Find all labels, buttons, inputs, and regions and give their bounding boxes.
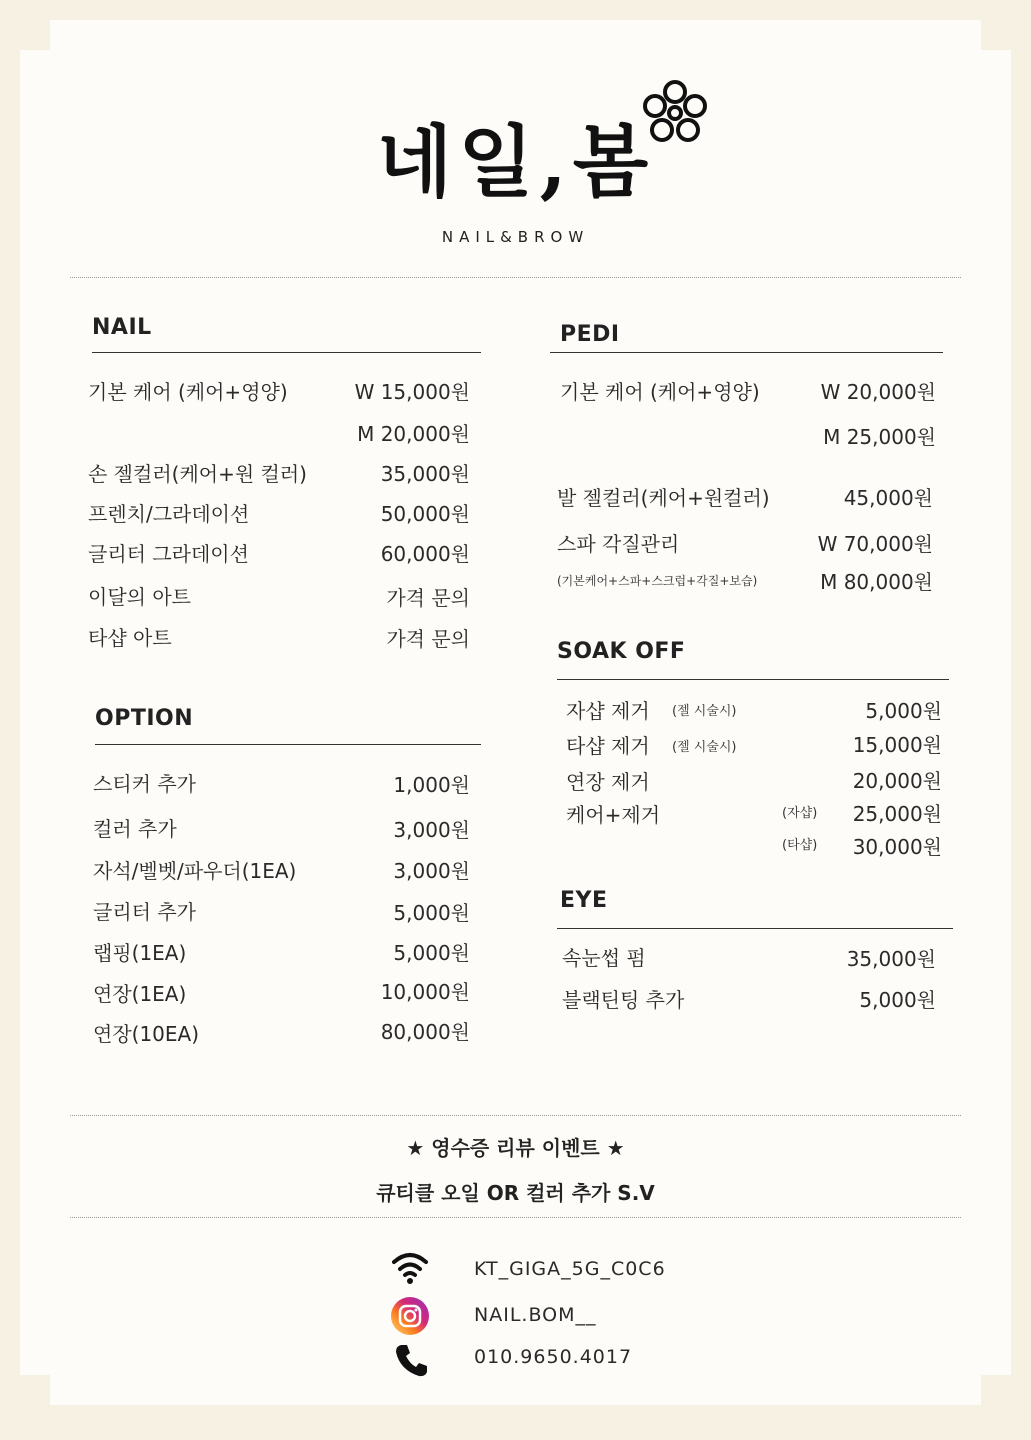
option-section-rule — [95, 744, 481, 745]
soak-off-item-price: 25,000원 — [852, 802, 942, 826]
wifi-icon — [390, 1248, 430, 1288]
option-item-price: 5,000원 — [393, 901, 470, 925]
soak-off-item-price: 5,000원 — [865, 699, 942, 723]
option-item-name: 연장(1EA) — [93, 982, 187, 1006]
soak-off-item-price: 30,000원 — [852, 835, 942, 859]
pedi-item-price: 45,000원 — [843, 486, 933, 510]
nail-item-name: 이달의 아트 — [88, 585, 191, 609]
option-section-title: OPTION — [95, 706, 194, 731]
logo-title: 네일,봄 — [376, 117, 655, 208]
option-item-price: 80,000원 — [380, 1020, 470, 1044]
option-item-price: 1,000원 — [393, 773, 470, 797]
nail-item-name: 글리터 그라데이션 — [88, 542, 249, 566]
pedi-section-title: PEDI — [560, 322, 620, 347]
nail-item-name: 타샵 아트 — [88, 626, 172, 650]
logo-subtitle: NAIL&BROW — [441, 228, 590, 246]
eye-item-price: 5,000원 — [859, 988, 936, 1012]
pedi-item-name: 스파 각질관리 — [557, 532, 680, 556]
eye-item-price: 35,000원 — [846, 947, 936, 971]
soak-off-item-note: (타샵) — [782, 838, 818, 853]
nail-item-price: 가격 문의 — [386, 586, 470, 610]
soak-off-section-title: SOAK OFF — [557, 639, 686, 664]
soak-off-item-note: (젤 시술시) — [672, 740, 737, 755]
option-item-name: 컬러 추가 — [93, 817, 177, 841]
soak-off-item-name: 케어+제거 — [566, 803, 661, 827]
option-item-name: 자석/벨벳/파우더(1EA) — [93, 859, 297, 883]
nail-item-price: W 15,000원 — [354, 380, 470, 404]
soak-off-item-note: (자샵) — [782, 806, 818, 821]
nail-section-title: NAIL — [92, 315, 152, 340]
soak-off-item-name: 자샵 제거 — [566, 699, 650, 723]
divider — [70, 1115, 961, 1116]
soak-off-item-price: 15,000원 — [852, 733, 942, 757]
soak-off-item-note: (젤 시술시) — [672, 704, 737, 719]
eye-section-title: EYE — [560, 888, 608, 913]
wifi-name: KT_GIGA_5G_C0C6 — [474, 1258, 666, 1280]
nail-item-price: 60,000원 — [380, 542, 470, 566]
flower-icon — [640, 78, 710, 148]
pedi-item-name: 기본 케어 (케어+영양) — [560, 380, 760, 404]
option-item-price: 10,000원 — [380, 980, 470, 1004]
eye-item-name: 블랙틴팅 추가 — [562, 988, 685, 1012]
option-item-price: 3,000원 — [393, 818, 470, 842]
option-item-price: 3,000원 — [393, 859, 470, 883]
nail-item-price: M 20,000원 — [357, 422, 470, 446]
instagram-icon[interactable] — [390, 1296, 430, 1336]
eye-section-rule — [557, 928, 953, 929]
option-item-name: 랩핑(1EA) — [93, 941, 187, 965]
divider — [70, 1217, 961, 1218]
pedi-item-price: M 80,000원 — [820, 570, 933, 594]
soak-off-item-price: 20,000원 — [852, 769, 942, 793]
phone-number[interactable]: 010.9650.4017 — [474, 1346, 633, 1368]
nail-item-name: 기본 케어 (케어+영양) — [88, 380, 288, 404]
pedi-item-note: (기본케어+스파+스크럽+각질+보습) — [557, 574, 758, 588]
pedi-item-price: M 25,000원 — [823, 425, 936, 449]
soak-off-item-name: 연장 제거 — [566, 770, 650, 794]
pedi-section-rule — [550, 352, 943, 353]
pedi-item-name: 발 젤컬러(케어+원컬러) — [557, 486, 770, 510]
nail-item-price: 35,000원 — [380, 462, 470, 486]
nail-item-name: 손 젤컬러(케어+원 컬러) — [88, 462, 307, 486]
soak-off-item-name: 타샵 제거 — [566, 734, 650, 758]
nail-item-name: 프렌치/그라데이션 — [88, 502, 250, 526]
nail-item-price: 가격 문의 — [386, 627, 470, 651]
nail-item-price: 50,000원 — [380, 502, 470, 526]
option-item-name: 연장(10EA) — [93, 1022, 200, 1046]
pedi-item-price: W 20,000원 — [820, 380, 936, 404]
nail-section-rule — [92, 352, 481, 353]
instagram-handle[interactable]: NAIL.BOM__ — [474, 1304, 597, 1326]
pedi-item-price: W 70,000원 — [817, 532, 933, 556]
option-item-name: 글리터 추가 — [93, 900, 196, 924]
event-description: 큐티클 오일 OR 컬러 추가 S.V — [376, 1181, 655, 1205]
event-title: ★ 영수증 리뷰 이벤트 ★ — [406, 1136, 625, 1160]
option-item-name: 스티커 추가 — [93, 772, 196, 796]
soak-off-section-rule — [557, 679, 949, 680]
eye-item-name: 속눈썹 펌 — [562, 946, 646, 970]
divider — [70, 277, 961, 278]
option-item-price: 5,000원 — [393, 941, 470, 965]
phone-icon — [392, 1340, 432, 1380]
